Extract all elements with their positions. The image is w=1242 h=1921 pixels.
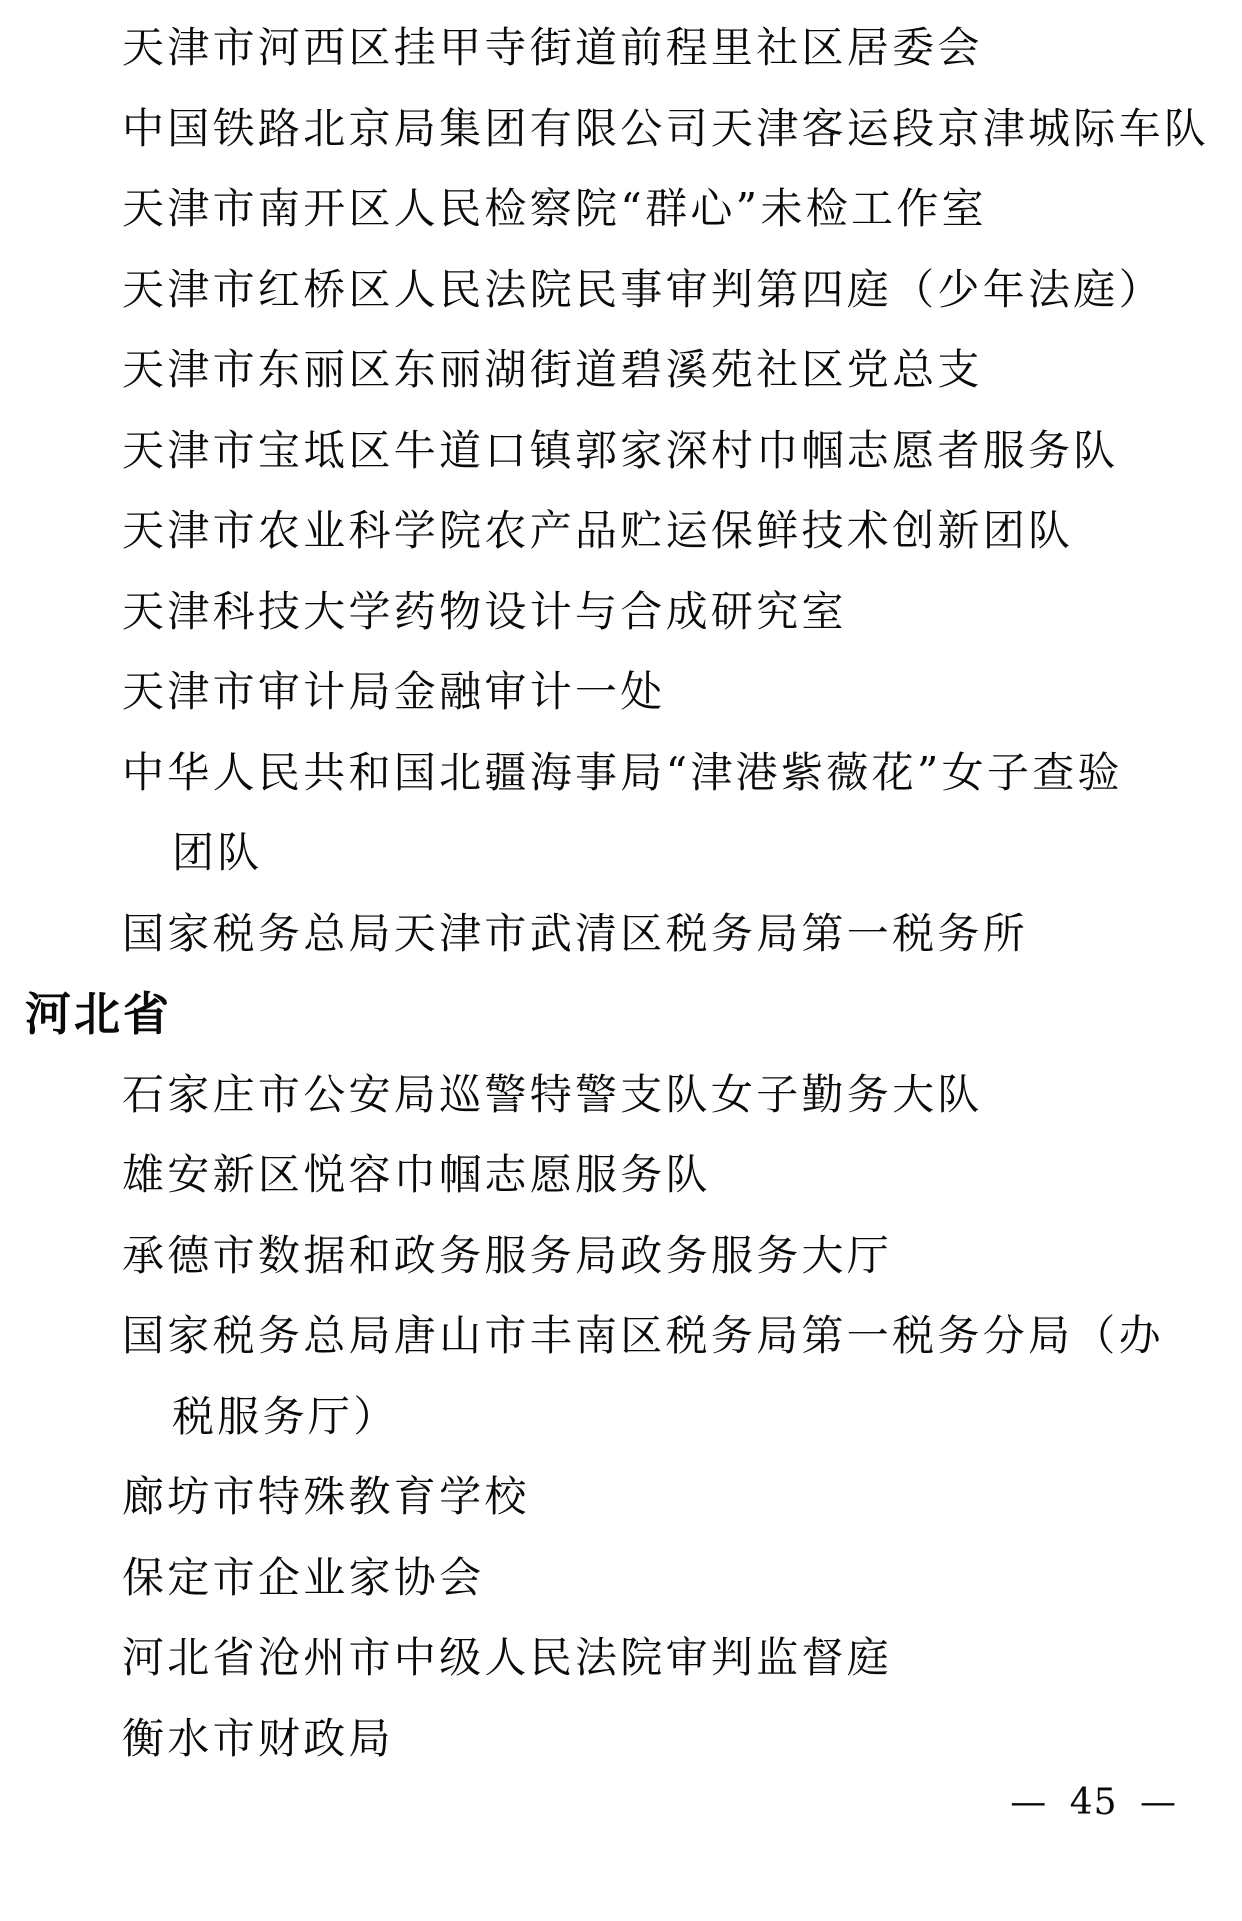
org-list-item: 中国铁路北京局集团有限公司天津客运段京津城际车队	[122, 103, 1210, 153]
org-list-item: 天津市南开区人民检察院“群心”未检工作室	[122, 184, 987, 233]
org-list-item: 石家庄市公安局巡警特警支队女子勤务大队	[122, 1069, 983, 1119]
org-list-item: 天津科技大学药物设计与合成研究室	[122, 586, 847, 636]
org-list-item: 保定市企业家协会	[122, 1552, 485, 1602]
org-list-item: 天津市审计局金融审计一处	[122, 667, 666, 716]
page-number: — 45 —	[1010, 1782, 1177, 1823]
org-list-item: 国家税务总局天津市武清区税务局第一税务所	[122, 908, 1029, 958]
org-list-item: 国家税务总局唐山市丰南区税务局第一税务分局（办	[122, 1311, 1164, 1360]
org-list-item: 廊坊市特殊教育学校	[122, 1472, 530, 1521]
org-list-item: 承德市数据和政务服务局政务服务大厅	[122, 1230, 893, 1280]
section-tianjin	[0, 8, 1242, 974]
org-list-item: 雄安新区悦容巾帼志愿服务队	[122, 1150, 711, 1199]
org-list-item: 天津市河西区挂甲寺街道前程里社区居委会	[122, 23, 983, 72]
org-list-item: 天津市东丽区东丽湖街道碧溪苑社区党总支	[122, 345, 983, 394]
section-heading-hebei: 河北省	[25, 987, 172, 1041]
org-list-item-continuation: 团队	[172, 828, 263, 877]
org-list-item-continuation: 税服务厅）	[172, 1391, 399, 1441]
org-list-item: 天津市红桥区人民法院民事审判第四庭（少年法庭）	[122, 264, 1164, 314]
org-list-item: 衡水市财政局	[122, 1713, 394, 1763]
org-list-item: 天津市宝坻区牛道口镇郭家深村巾帼志愿者服务队	[122, 425, 1119, 475]
org-list-item: 中华人民共和国北疆海事局“津港紫薇花”女子查验	[122, 747, 1123, 797]
section-hebei	[0, 974, 1242, 1779]
org-list-item: 天津市农业科学院农产品贮运保鲜技术创新团队	[122, 506, 1074, 555]
org-list-item: 河北省沧州市中级人民法院审判监督庭	[122, 1633, 893, 1682]
